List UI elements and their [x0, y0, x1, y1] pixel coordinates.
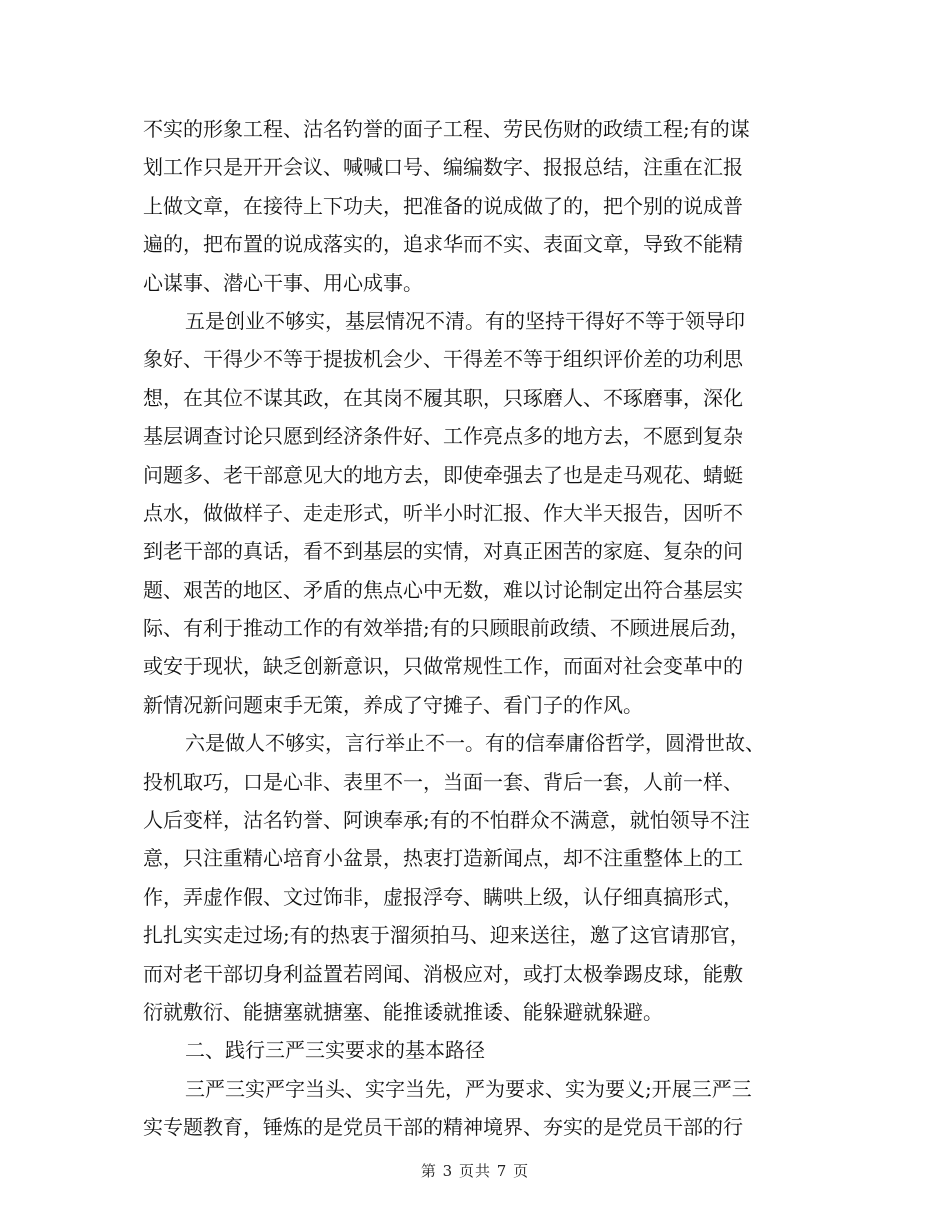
- text-line: 基层调查讨论只愿到经济条件好、工作亮点多的地方去，不愿到复杂: [143, 424, 743, 449]
- text-line: 人后变样，沽名钓誉、阿谀奉承;有的不怕群众不满意，就怕领导不注: [143, 808, 750, 833]
- heading-text: 二、践行三严三实要求的基本路径: [185, 1038, 485, 1063]
- text-line: 题、艰苦的地区、矛盾的焦点心中无数，难以讨论制定出符合基层实: [143, 577, 743, 602]
- text-line: 扎扎实实走过场;有的热衷于溜须拍马、迎来送往，邀了这官请那官，: [143, 923, 750, 948]
- page-footer: [0, 1160, 950, 1181]
- text-line: 划工作只是开开会议、喊喊口号、编编数字、报报总结，注重在汇报: [143, 155, 743, 180]
- text-line: 实专题教育，锤炼的是党员干部的精神境界、夯实的是党员干部的行: [143, 1115, 743, 1140]
- text-line: 到老干部的真话，看不到基层的实情，对真正困苦的家庭、复杂的问: [143, 539, 743, 564]
- text-line: 遍的，把布置的说成落实的，追求华而不实、表面文章，导致不能精: [143, 232, 743, 257]
- text-line: 际、有利于推动工作的有效举措;有的只顾眼前政绩、不顾进展后劲，: [143, 616, 750, 641]
- text-line: 六是做人不够实，言行举止不一。有的信奉庸俗哲学，圆滑世故、: [185, 731, 765, 756]
- text-line: 衍就敷衍、能搪塞就搪塞、能推诿就推诿、能躲避就躲避。: [143, 999, 663, 1024]
- text-line: 问题多、老干部意见大的地方去，即使牵强去了也是走马观花、蜻蜓: [143, 462, 743, 487]
- text-line: 不实的形象工程、沽名钓誉的面子工程、劳民伤财的政绩工程;有的谋: [143, 117, 750, 141]
- text-line: 想，在其位不谋其政，在其岗不履其职，只琢磨人、不琢磨事，深化: [143, 385, 743, 410]
- text-line: 象好、干得少不等于提拔机会少、干得差不等于组织评价差的功利思: [143, 347, 743, 372]
- text-line: 意，只注重精心培育小盆景，热衷打造新闻点，却不注重整体上的工: [143, 846, 743, 871]
- text-line: 新情况新问题束手无策，养成了守摊子、看门子的作风。: [143, 692, 643, 717]
- text-line: 投机取巧，口是心非、表里不一，当面一套、背后一套，人前一样、: [143, 769, 743, 794]
- text-line: 心谋事、潜心干事、用心成事。: [143, 270, 423, 295]
- text-line: 上做文章，在接待上下功夫，把准备的说成做了的，把个别的说成普: [143, 193, 743, 218]
- page-number-label: 第 3 页共 7 页: [420, 1162, 530, 1180]
- paragraph: [143, 1070, 811, 1147]
- text-line: 而对老干部切身利益置若罔闻、消极应对，或打太极拳踢皮球，能敷: [143, 961, 743, 986]
- paragraph: [143, 110, 811, 302]
- text-line: 点水，做做样子、走走形式，听半小时汇报、作大半天报告，因听不: [143, 500, 743, 525]
- document-body: [143, 110, 811, 1147]
- text-line: 或安于现状，缺乏创新意识，只做常规性工作，而面对社会变革中的: [143, 654, 743, 679]
- text-line: 三严三实严字当头、实字当先，严为要求、实为要义;开展三严三: [185, 1076, 752, 1101]
- section-heading: [143, 1031, 811, 1069]
- paragraph: [143, 302, 811, 724]
- paragraph: [143, 724, 811, 1031]
- text-line: 五是创业不够实，基层情况不清。有的坚持干得好不等于领导印: [185, 308, 745, 333]
- text-line: 作，弄虚作假、文过饰非，虚报浮夸、瞒哄上级，认仔细真搞形式，: [143, 884, 743, 909]
